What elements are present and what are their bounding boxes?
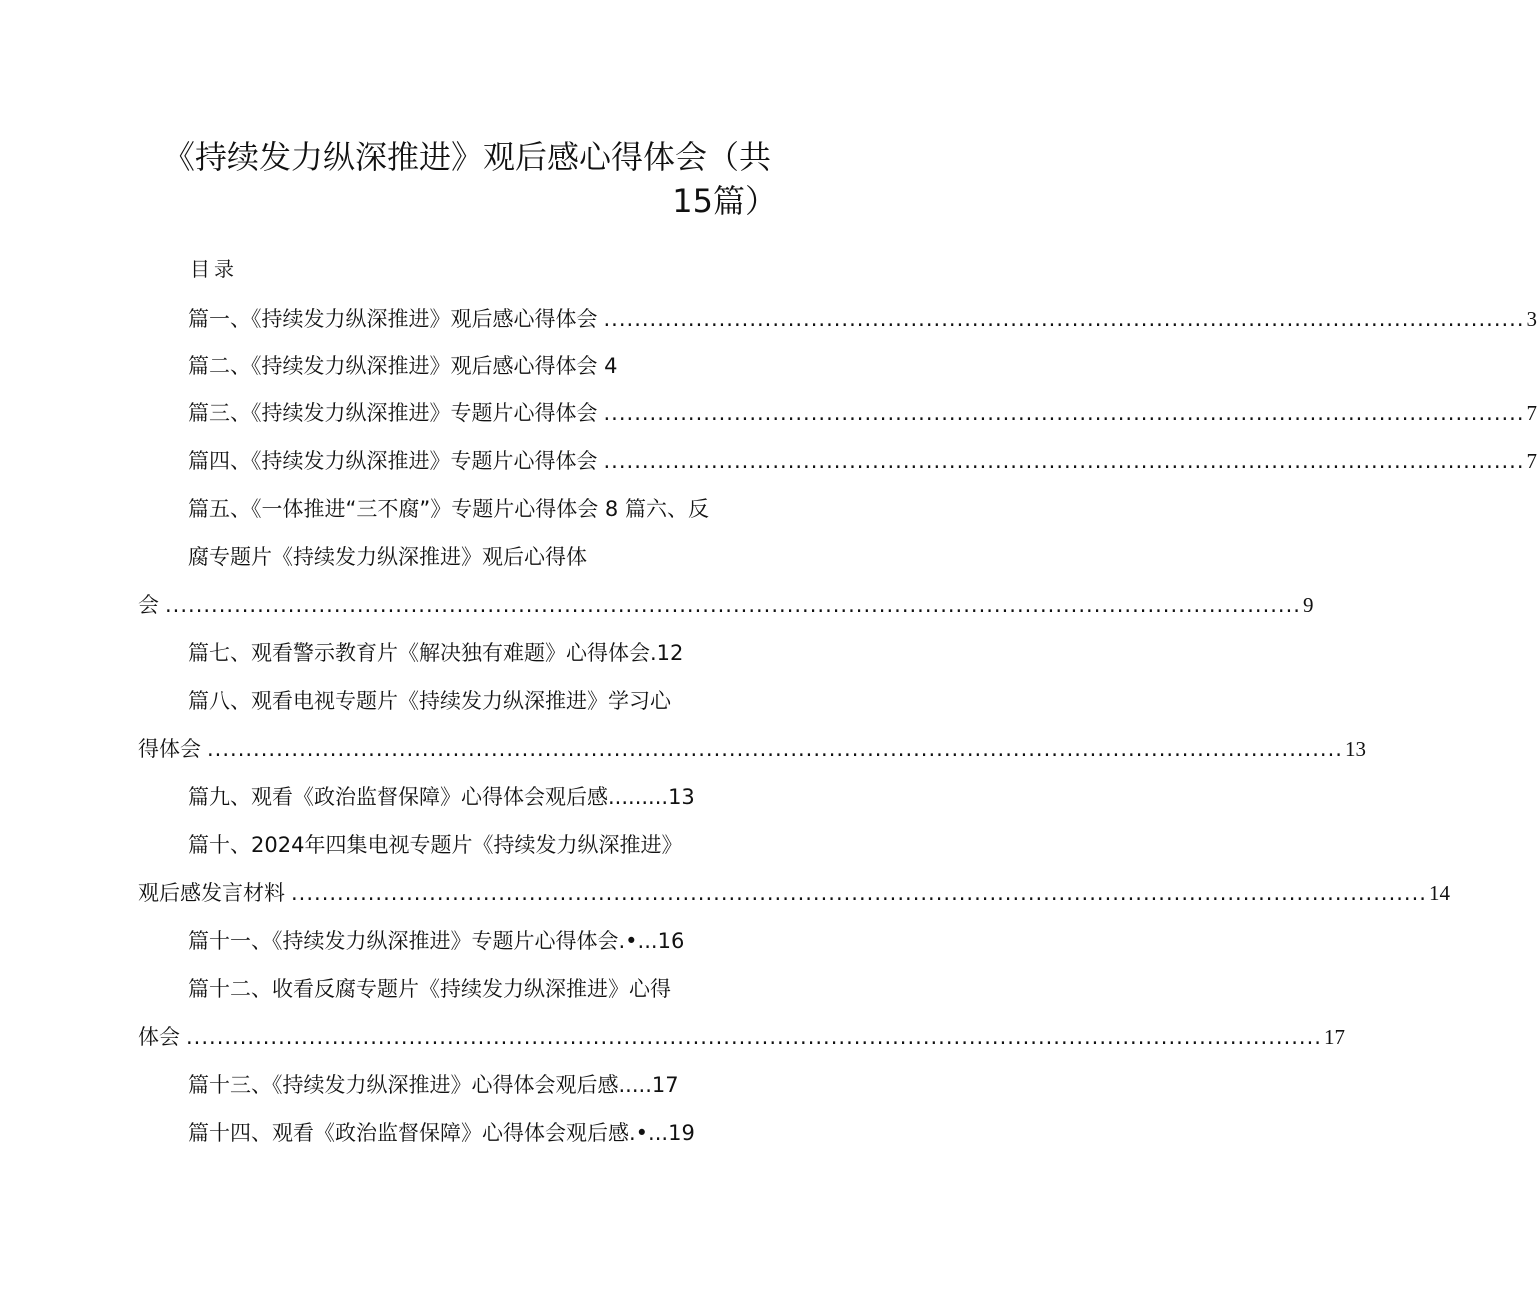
toc-leader-dots: ........................................................................................................................ bbox=[603, 307, 1525, 331]
toc-entry[interactable] bbox=[188, 927, 684, 955]
document-title-line-1: 《持续发力纵深推进》观后感心得体会（共 bbox=[163, 138, 772, 176]
toc-entry[interactable] bbox=[188, 352, 618, 380]
toc-entry[interactable] bbox=[188, 687, 671, 715]
toc-page-number: 17 bbox=[1323, 1025, 1345, 1049]
toc-entry-title: 篇一、《持续发力纵深推进》观后感心得体会 bbox=[188, 307, 598, 331]
toc-entry-title: 篇三、《持续发力纵深推进》专题片心得体会 bbox=[188, 401, 598, 425]
toc-heading: 目录 bbox=[190, 257, 238, 281]
toc-leader-dots: ........................................................................................................................ bbox=[603, 449, 1525, 473]
document-title-line-2: 15篇） bbox=[672, 182, 777, 220]
toc-entry[interactable] bbox=[188, 305, 1537, 333]
toc-entry-continued[interactable] bbox=[138, 735, 1366, 763]
toc-page-number: 9 bbox=[1302, 593, 1314, 617]
toc-entry-title: 会 bbox=[138, 593, 159, 617]
toc-leader-dots: .................................................................................................................................................... bbox=[291, 881, 1427, 905]
toc-entry-continued[interactable] bbox=[188, 543, 587, 571]
toc-entry-continued[interactable] bbox=[138, 879, 1450, 907]
toc-page-number: 7 bbox=[1526, 401, 1537, 425]
toc-entry[interactable] bbox=[188, 1119, 695, 1147]
toc-entry[interactable] bbox=[188, 495, 709, 523]
toc-page-number: 14 bbox=[1428, 881, 1450, 905]
toc-entry-title: 篇七、观看警示教育片《解决独有难题》心得体会.12 bbox=[188, 641, 684, 665]
toc-entry[interactable] bbox=[188, 1071, 679, 1099]
toc-entry[interactable] bbox=[188, 831, 682, 859]
toc-entry-title: 得体会 bbox=[138, 737, 201, 761]
toc-entry[interactable] bbox=[188, 639, 683, 667]
toc-entry[interactable] bbox=[188, 783, 695, 811]
toc-entry-continued[interactable] bbox=[138, 591, 1314, 619]
toc-entry[interactable] bbox=[188, 447, 1537, 475]
toc-entry-title: 体会 bbox=[138, 1025, 180, 1049]
toc-entry-title: 篇十、2024年四集电视专题片《持续发力纵深推进》 bbox=[188, 833, 683, 857]
toc-page-number: 3 bbox=[1526, 307, 1537, 331]
toc-entry-title: 篇二、《持续发力纵深推进》观后感心得体会 4 bbox=[188, 354, 618, 378]
toc-leader-dots: ........................................................................................................................ bbox=[603, 401, 1525, 425]
toc-entry-title: 篇五、《一体推进“三不腐”》专题片心得体会 8 篇六、反 bbox=[188, 497, 709, 521]
toc-entry-title: 篇十二、收看反腐专题片《持续发力纵深推进》心得 bbox=[188, 977, 671, 1001]
toc-leader-dots: .................................................................................................................................................... bbox=[186, 1025, 1322, 1049]
toc-page-number: 13 bbox=[1344, 737, 1366, 761]
toc-entry-title: 篇十四、观看《政治监督保障》心得体会观后感.•...19 bbox=[188, 1121, 695, 1145]
toc-leader-dots: .................................................................................................................................................... bbox=[207, 737, 1343, 761]
toc-page-number: 7 bbox=[1526, 449, 1537, 473]
toc-entry-title: 观后感发言材料 bbox=[138, 881, 285, 905]
toc-entry-title: 篇九、观看《政治监督保障》心得体会观后感.........13 bbox=[188, 785, 695, 809]
toc-entry-title: 篇十三、《持续发力纵深推进》心得体会观后感.....17 bbox=[188, 1073, 679, 1097]
toc-entry-title: 篇四、《持续发力纵深推进》专题片心得体会 bbox=[188, 449, 598, 473]
toc-entry-title: 篇十一、《持续发力纵深推进》专题片心得体会.•...16 bbox=[188, 929, 685, 953]
toc-entry-title: 腐专题片《持续发力纵深推进》观后心得体 bbox=[188, 545, 587, 569]
toc-entry-title: 篇八、观看电视专题片《持续发力纵深推进》学习心 bbox=[188, 689, 671, 713]
toc-leader-dots: .................................................................................................................................................... bbox=[165, 593, 1301, 617]
toc-entry[interactable] bbox=[188, 399, 1537, 427]
toc-entry[interactable] bbox=[188, 975, 671, 1003]
toc-entry-continued[interactable] bbox=[138, 1023, 1345, 1051]
